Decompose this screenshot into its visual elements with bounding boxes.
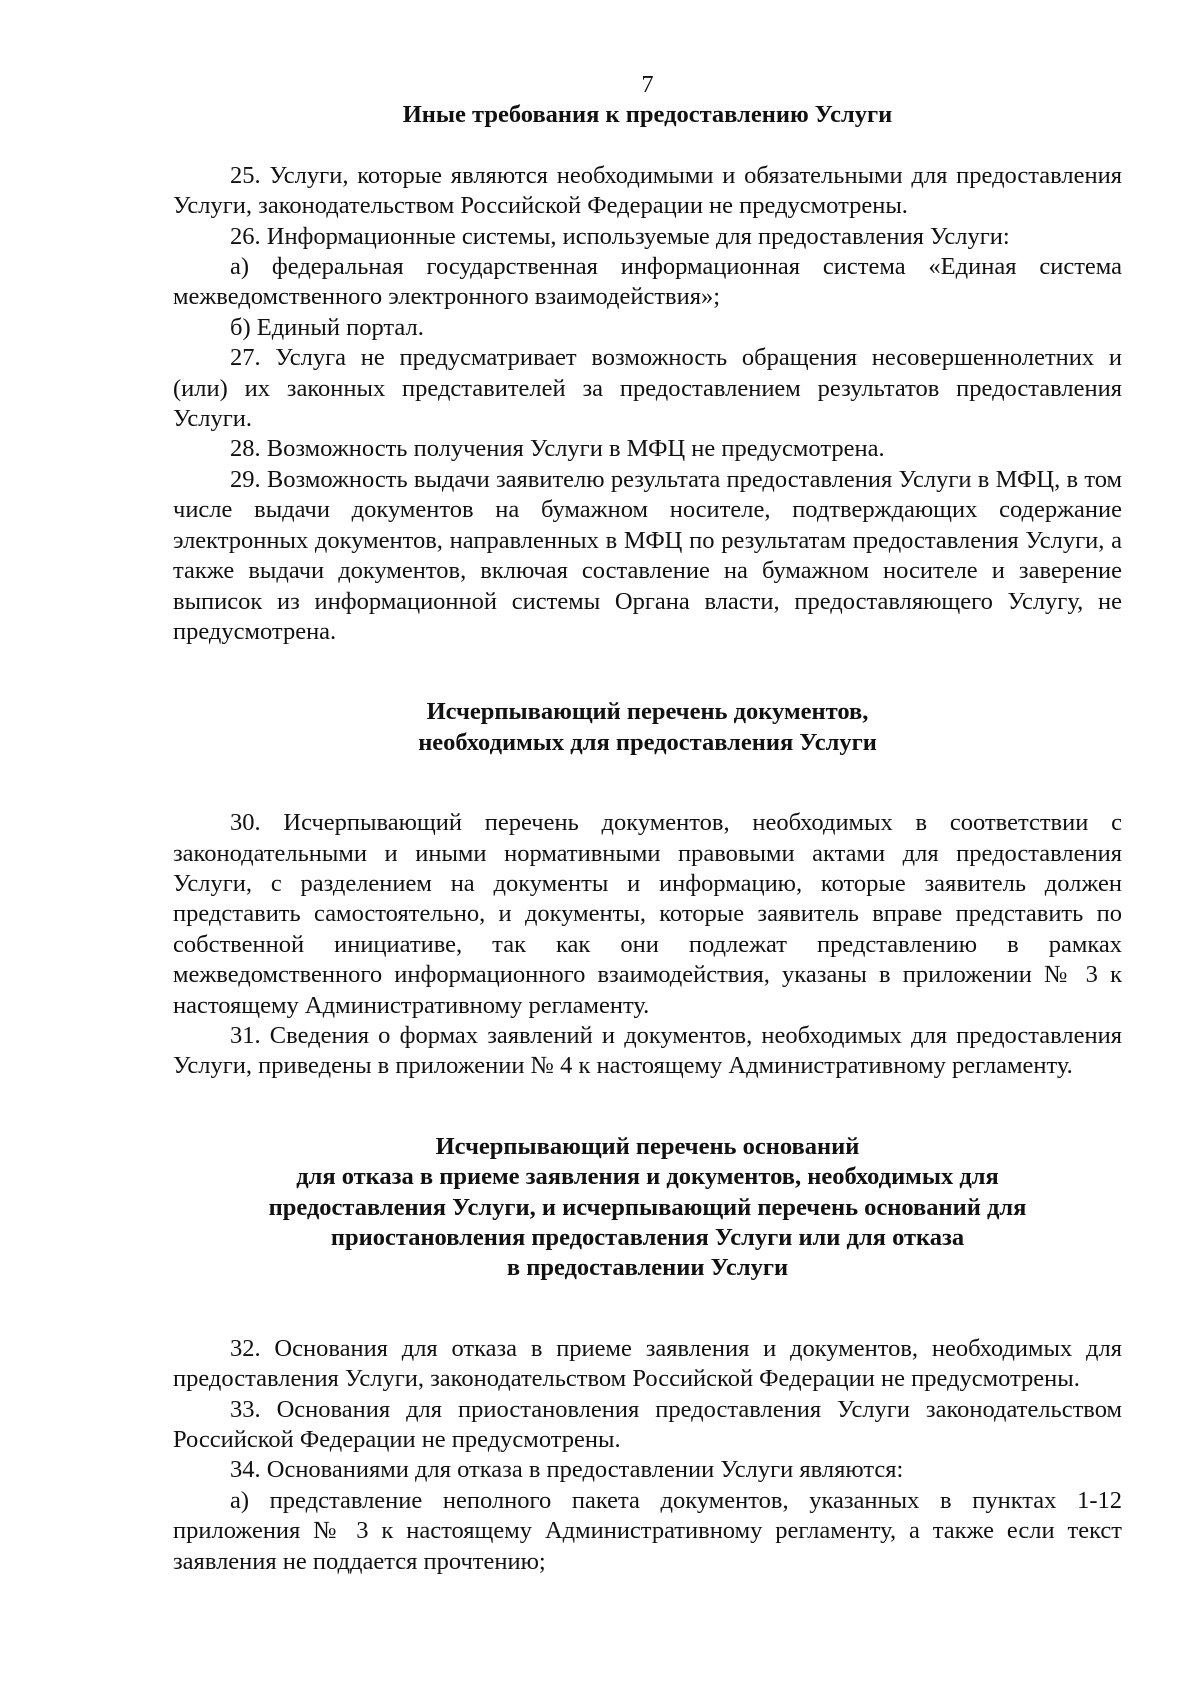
paragraph-34: 34. Основаниями для отказа в предоставлении Услуги являются:: [230, 1456, 904, 1484]
paragraph-26-a: а) федеральная государственная информационная система «Единая система межведомственного электронного взаимодействия»;: [173, 253, 1122, 311]
section-heading-line: Исчерпывающий перечень оснований: [435, 1132, 860, 1160]
section-documents-list: [173, 697, 1122, 1081]
paragraph-26-b: б) Единый портал.: [230, 313, 424, 341]
section-heading-line: в предоставлении Услуги: [506, 1254, 789, 1282]
paragraph-31: 31. Сведения о формах заявлений и документов, необходимых для предоставления Услуги, приведены в приложении № 4 к настоящему Административному регламенту.: [173, 1021, 1122, 1080]
page-number: 7: [641, 71, 654, 98]
paragraph-30: 30. Исчерпывающий перечень документов, необходимых в соответствии с законодательными и иными нормативными правовыми актами для предоставления Услуги, с разделением на документы и информацию, которые заявитель должен представить самостоятельно, и документы, которые заявитель вправе представить по собственной инициативе, так как они подлежат представлению в рамках межведомственного информационного взаимодействия, указаны в приложении № 3 к настоящему Административному регламенту.: [173, 809, 1122, 1019]
paragraph-34-a: а) представление неполного пакета документов, указанных в пунктах 1-12 приложения № 3 к настоящему Административному регламенту, а также если текст заявления не поддается прочтению;: [173, 1486, 1122, 1575]
section-other-requirements: [173, 100, 1122, 647]
section-refusal-grounds: [173, 1132, 1122, 1577]
paragraph-25: 25. Услуги, которые являются необходимыми и обязательными для предоставления Услуги, законодательством Российской Федерации не предусмотрены.: [173, 161, 1122, 220]
paragraph-28: 28. Возможность получения Услуги в МФЦ не предусмотрена.: [230, 435, 885, 463]
section-heading-line: предоставления Услуги, и исчерпывающий перечень оснований для: [268, 1193, 1027, 1221]
paragraph-33: 33. Основания для приостановления предоставления Услуги законодательством Российской Федерации не предусмотрены.: [173, 1395, 1122, 1454]
section-heading-line: для отказа в приеме заявления и документов, необходимых для: [296, 1163, 999, 1191]
section-heading-line: необходимых для предоставления Услуги: [418, 728, 877, 756]
section-heading-line: приостановления предоставления Услуги или для отказа: [330, 1224, 965, 1251]
paragraph-29: 29. Возможность выдачи заявителю результата предоставления Услуги в МФЦ, в том числе выдачи документов на бумажном носителе, подтверждающих содержание электронных документов, направленных в МФЦ по результатам предоставления Услуги, а также выдачи документов, включая составление на бумажном носителе и заверение выписок из информационной системы Органа власти, предоставляющего Услугу, не предусмотрена.: [173, 465, 1122, 645]
section-heading-line: Исчерпывающий перечень документов,: [426, 698, 869, 726]
document-page: [173, 70, 1122, 1577]
paragraph-32: 32. Основания для отказа в приеме заявления и документов, необходимых для предоставления Услуги, законодательством Российской Федерации не предусмотрены.: [173, 1334, 1122, 1393]
paragraph-27: 27. Услуга не предусматривает возможность обращения несовершеннолетних и (или) их законных представителей за предоставлением результатов предоставления Услуги.: [173, 344, 1122, 433]
paragraph-26: 26. Информационные системы, используемые для предоставления Услуги:: [230, 222, 1010, 250]
section-heading: Иные требования к предоставлению Услуги: [402, 101, 893, 129]
